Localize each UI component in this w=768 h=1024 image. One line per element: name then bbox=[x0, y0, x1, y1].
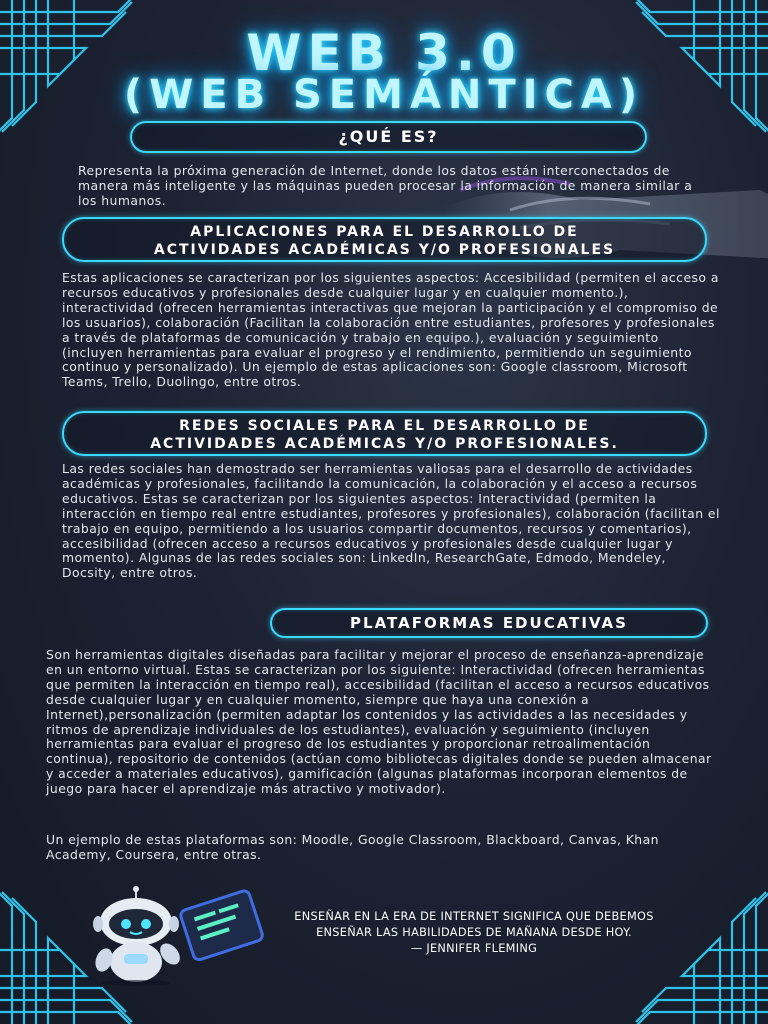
page-subtitle: (WEB SEMÁNTICA) bbox=[123, 72, 645, 118]
plataformas-text: Son herramientas digitales diseñadas para facilitar y mejorar el proceso de enseñanza-aprendizaje en un entorno virtual. Estas se caracterizan por los siguiente: Interactividad (ofrecen herramientas que permiten la interacción en tiempo real), accesibilidad (facilitan el acceso a recursos educativos desde cualquier lugar y en cualquier momento, siempre que haya una conexión a Internet),personalización (permiten adaptar los contenidos y las actividades a las necesidades y ritmos de aprendizaje individuales de los estudiantes), evaluación y seguimiento (incluyen herramientas para evaluar el progreso de los estudiantes y proporcionar retroalimentación continua), repositorio de contenidos (actúan como bibliotecas digitales donde se pueden almacenar y acceder a materiales educativos), gamificación (algunas plataformas incorporan elementos de juego para hacer el aprendizaje más atractivo y motivador). bbox=[46, 647, 712, 797]
robot-illustration bbox=[66, 886, 276, 990]
page-title: WEB 3.0 bbox=[246, 24, 522, 82]
heading-aplicaciones bbox=[62, 217, 707, 262]
heading-redes-sociales bbox=[62, 411, 707, 456]
heading-que-es-label: ¿QUÉ ES? bbox=[338, 127, 439, 146]
heading-plataformas-label: PLATAFORMAS EDUCATIVAS bbox=[350, 614, 628, 632]
plataformas-ejemplos-text: Un ejemplo de estas plataformas son: Moodle, Google Classroom, Blackboard, Canvas, Khan Academy, Coursera, entre otras. bbox=[46, 832, 659, 862]
heading-aplicaciones-line2: ACTIVIDADES ACADÉMICAS Y/O PROFESIONALES bbox=[153, 242, 616, 258]
quote-line-2: ENSEÑAR LAS HABILIDADES DE MAÑANA DESDE HOY. bbox=[316, 926, 632, 939]
quote-line-1: ENSEÑAR EN LA ERA DE INTERNET SIGNIFICA QUE DEBEMOS bbox=[294, 910, 654, 923]
heading-aplicaciones-line1: APLICACIONES PARA EL DESARROLLO DE bbox=[190, 224, 579, 240]
quote bbox=[268, 909, 680, 957]
redes-sociales-text: Las redes sociales han demostrado ser herramientas valiosas para el desarrollo de actividades académicas y profesionales, facilitando la comunicación, la colaboración y el acceso a recursos educativos. Estas se caracterizan por los siguientes aspectos: Interactividad (permiten la interacción en tiempo real entre estudiantes, profesores y profesionales), colaboración (facilitan el trabajo en equipo, permitiendo a los usuarios compartir documentos, recursos y comentarios), accesibilidad (ofrecen acceso a recursos educativos y profesionales desde cualquier lugar y momento). Algunas de las redes sociales son: LinkedIn, ResearchGate, Edmodo, Mendeley, Docsity, entre otros. bbox=[62, 461, 720, 581]
heading-plataformas bbox=[270, 608, 708, 638]
quote-author: — JENNIFER FLEMING bbox=[410, 942, 538, 955]
heading-redes-line1: REDES SOCIALES PARA EL DESARROLLO DE bbox=[179, 418, 590, 434]
heading-que-es bbox=[130, 121, 647, 153]
que-es-text: Representa la próxima generación de Internet, donde los datos están interconectados de manera más inteligente y las máquinas pueden procesar la información de manera similar a los humanos. bbox=[78, 163, 693, 208]
heading-redes-line2: ACTIVIDADES ACADÉMICAS Y/O PROFESIONALES. bbox=[150, 436, 619, 452]
aplicaciones-text: Estas aplicaciones se caracterizan por los siguientes aspectos: Accesibilidad (permiten el acceso a recursos educativos y profesionales desde cualquier lugar y en cualquier momento.), interactividad (ofrecen herramientas interactivas que mejoran la participación y el compromiso de los usuarios), colaboración (Facilitan la colaboración entre estudiantes, profesores y profesionales a través de plataformas de comunicación y trabajo en equipo.), evaluación y seguimiento (incluyen herramientas para evaluar el progreso y el rendimiento, permitiendo un seguimiento continuo y personalizado). Un ejemplo de estas aplicaciones son: Google classroom, Microsoft Teams, Trello, Duolingo, entre otros. bbox=[62, 270, 719, 390]
